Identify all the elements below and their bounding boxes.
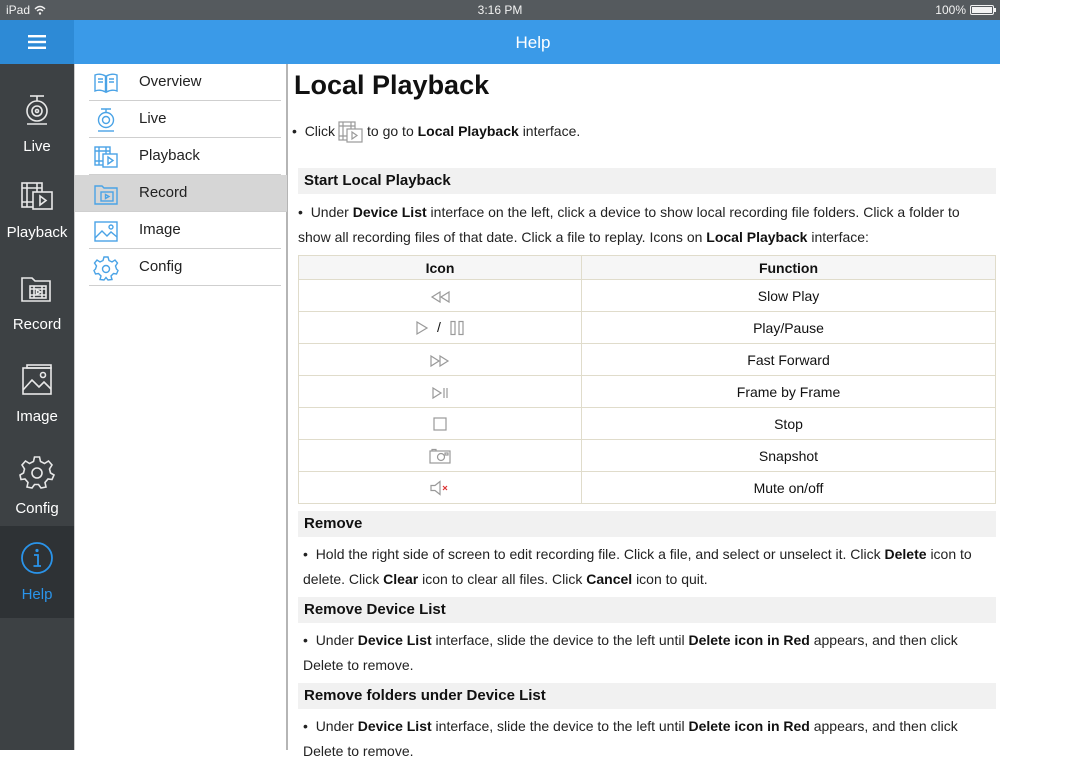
- stop-icon: [432, 416, 448, 432]
- submenu-label-image: Image: [139, 221, 181, 238]
- frame-by-frame-icon: [431, 386, 449, 400]
- camera-icon: [93, 107, 119, 133]
- submenu-item-playback[interactable]: [89, 138, 281, 175]
- status-bar: [0, 0, 1000, 20]
- function-label: Mute on/off: [582, 472, 996, 504]
- section-heading-remove-folders: Remove folders under Device List: [298, 683, 996, 709]
- nav-item-record[interactable]: [0, 256, 74, 348]
- submenu-item-record[interactable]: [75, 175, 287, 212]
- app-header: [0, 20, 1000, 64]
- start-playback-paragraph: • Under Device List interface on the left, click a device to show local recording file folders. Click a folder to show all recording files of that date. Click a file to replay. Icons on Local Playback interface:: [298, 204, 960, 245]
- help-content: [290, 64, 1000, 759]
- submenu-item-overview[interactable]: [89, 64, 281, 101]
- submenu-label-overview: Overview: [139, 73, 202, 90]
- remove-folders-paragraph: • Under Device List interface, slide the device to the left until Delete icon in Red appears, and then click Delete to remove.: [303, 718, 958, 759]
- playback-icon: [19, 178, 55, 214]
- table-row: [299, 344, 996, 376]
- pause-icon: [449, 320, 465, 336]
- bullet: •: [292, 123, 305, 139]
- submenu-item-config[interactable]: [89, 249, 281, 286]
- table-header-row: [299, 256, 996, 280]
- table-row: [299, 472, 996, 504]
- gear-icon: [93, 255, 119, 281]
- nav-label-image: Image: [16, 408, 58, 425]
- camera-icon: [19, 92, 55, 128]
- nav-label-playback: Playback: [6, 224, 68, 241]
- section-heading-remove: Remove: [298, 511, 996, 537]
- submenu-label-playback: Playback: [139, 147, 200, 164]
- nav-item-config[interactable]: [0, 440, 74, 532]
- function-label: Play/Pause: [582, 312, 996, 344]
- remove-device-paragraph: • Under Device List interface, slide the device to the left until Delete icon in Red appears, and then click Delete to remove.: [303, 632, 958, 673]
- status-time: 3:16 PM: [477, 3, 523, 17]
- table-row: [299, 408, 996, 440]
- nav-label-help: Help: [21, 586, 53, 603]
- nav-item-image[interactable]: [0, 348, 74, 440]
- table-row: [299, 440, 996, 472]
- record-folder-icon: [19, 270, 55, 306]
- function-label: Slow Play: [582, 280, 996, 312]
- record-folder-icon: [93, 181, 119, 207]
- slow-play-icon: [429, 290, 451, 304]
- main-nav: [0, 64, 74, 750]
- mute-icon: [429, 480, 451, 496]
- nav-label-live: Live: [23, 138, 51, 155]
- intro-paragraph: • Click to go to Local Playback interface.: [292, 119, 580, 144]
- nav-label-config: Config: [15, 500, 59, 517]
- gear-icon: [19, 454, 55, 490]
- function-label: Stop: [582, 408, 996, 440]
- table-header-icon: Icon: [299, 256, 582, 280]
- function-label: Fast Forward: [582, 344, 996, 376]
- submenu-label-config: Config: [139, 258, 183, 275]
- table-row: [299, 312, 996, 344]
- playback-icons-table: [298, 255, 996, 504]
- book-icon: [93, 70, 119, 96]
- section-heading-start-playback: Start Local Playback: [298, 168, 996, 194]
- info-icon: [19, 540, 55, 576]
- function-label: Snapshot: [582, 440, 996, 472]
- remove-paragraph: • Hold the right side of screen to edit recording file. Click a file, and select or unselect it. Click Delete icon to delete. Click Clear icon to clear all files. Click Cancel icon to quit.: [303, 546, 972, 587]
- nav-item-playback[interactable]: [0, 164, 74, 256]
- battery-percent: 100%: [935, 3, 966, 17]
- submenu-item-image[interactable]: [89, 212, 281, 249]
- page-title: Local Playback: [294, 70, 490, 100]
- fast-forward-icon: [429, 354, 451, 368]
- play-icon: [415, 320, 429, 336]
- submenu-item-live[interactable]: [89, 101, 281, 138]
- nav-label-record: Record: [12, 316, 62, 333]
- playback-icon: [93, 144, 119, 170]
- submenu-label-record: Record: [139, 184, 188, 201]
- device-name: iPad: [6, 3, 31, 17]
- icon-separator: /: [437, 318, 441, 335]
- submenu-label-live: Live: [139, 110, 167, 127]
- table-header-function: Function: [582, 256, 996, 280]
- help-submenu: [74, 64, 288, 750]
- image-icon: [93, 218, 119, 244]
- table-row: [299, 376, 996, 408]
- table-row: [299, 280, 996, 312]
- nav-item-help[interactable]: [0, 526, 74, 618]
- page-header-title: Help: [515, 33, 551, 52]
- image-icon: [19, 362, 55, 398]
- function-label: Frame by Frame: [582, 376, 996, 408]
- playback-icon: [338, 120, 364, 144]
- nav-item-live[interactable]: [0, 78, 74, 170]
- battery-icon: [970, 5, 994, 15]
- section-heading-remove-device-list: Remove Device List: [298, 597, 996, 623]
- snapshot-icon: [429, 448, 451, 464]
